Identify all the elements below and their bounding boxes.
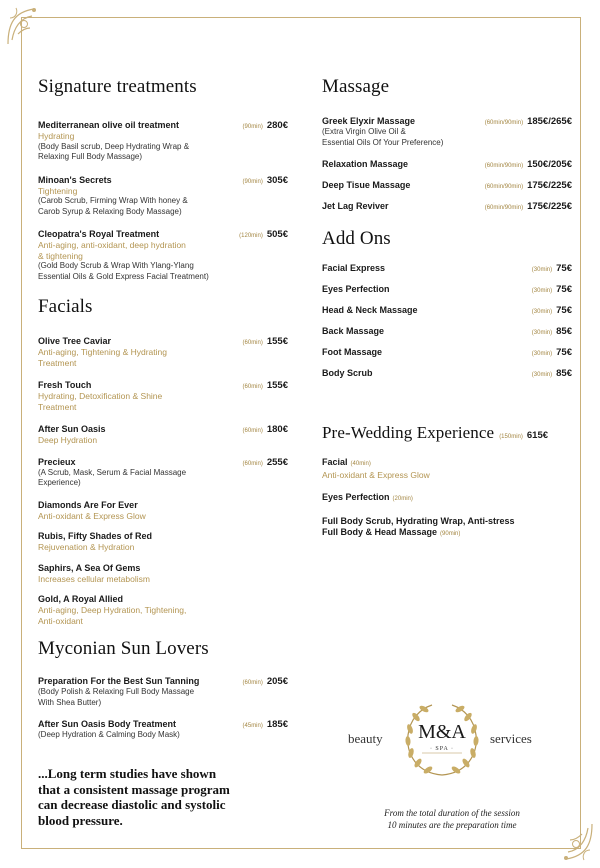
logo-left-word: beauty [348,731,383,746]
addon-price: 75€ [556,305,572,316]
logo-monogram: M&A [418,721,466,743]
wedding-price: 615€ [526,430,549,441]
massage-price: 150€/205€ [527,159,572,170]
addon-price: 85€ [556,326,572,337]
corner-ornament-icon [4,4,48,48]
facial-subtitle: Anti-aging, Tightening & Hydrating [38,347,167,357]
treatment-price: 305€ [266,174,288,186]
facial-item [38,531,288,553]
massage-item [322,159,572,170]
treatment-duration: (90min) [242,178,263,185]
wedding-item [322,516,572,540]
wedding-item-name: Facial [322,457,348,467]
addon-duration: (30min) [531,288,553,294]
sunlover-price: 185€ [266,719,288,730]
facial-price: 155€ [266,336,288,347]
quote-line: that a consistent massage program [38,781,230,797]
section-title-signature: Signature treatments [38,76,197,97]
massage-name: Deep Tisue Massage [322,180,411,190]
facial-item [38,500,288,522]
section-title-myconian: Myconian Sun Lovers [38,638,209,659]
addon-duration: (30min) [531,330,553,336]
wedding-item-duration: (90min) [440,530,461,537]
sunlover-desc: With Shea Butter) [38,697,102,707]
sunlover-desc: (Body Polish & Relaxing Full Body Massage [38,687,195,696]
logo-right-word: services [490,731,532,746]
facial-item [38,424,288,446]
addon-name: Foot Massage [322,347,383,357]
section-title-massage: Massage [322,76,390,97]
facial-duration: (60min) [242,340,263,346]
facial-price: 155€ [266,380,288,391]
facial-price: 255€ [266,456,288,468]
treatment-price: 505€ [266,229,288,240]
sunlover-price: 205€ [266,676,288,687]
facial-duration: (60min) [242,384,263,390]
treatment-duration: (90min) [242,124,263,130]
addon-item [322,263,572,274]
facial-subtitle: Treatment [38,357,77,368]
quote-line: ...Long term studies have shown [38,766,217,781]
massage-duration: (60min/90min) [484,184,524,190]
facial-desc: Experience) [38,478,81,487]
treatment-subtitle: Anti-aging, anti-oxidant, deep hydration [38,240,186,250]
addon-name: Head & Neck Massage [322,305,418,315]
addon-item [322,368,572,379]
facial-subtitle: Treatment [38,401,77,412]
wedding-item-name: Full Body Scrub, Hydrating Wrap, Anti-stress [322,515,515,526]
sunlover-name: After Sun Oasis Body Treatment [38,719,177,729]
treatment-desc: (Body Basil scrub, Deep Hydrating Wrap & [38,141,190,151]
left-column [38,76,288,741]
note-line: 10 minutes are the preparation time [387,819,517,830]
wedding-item [322,492,572,505]
note-line: From the total duration of the session [384,808,520,818]
massage-price: 175€/225€ [527,180,572,191]
facial-name: Rubis, Fifty Shades of Red [38,531,153,541]
sunlover-duration: (45min) [242,723,263,729]
addon-name: Eyes Perfection [322,284,390,294]
facial-name: Saphirs, A Sea Of Gems [38,562,141,573]
addon-duration: (30min) [531,267,553,273]
addon-price: 75€ [556,263,572,274]
addon-price: 75€ [556,347,572,358]
facial-item [38,594,288,626]
section-title-facials: Facials [38,296,93,317]
spa-logo [344,695,554,785]
facial-subtitle: Anti-oxidant & Express Glow [38,510,146,521]
section-title-addons: Add Ons [322,228,391,249]
treatment-desc: (Carob Scrub, Firming Wrap With honey & [38,196,188,205]
addon-price: 85€ [556,368,572,379]
addon-duration: (30min) [531,372,553,378]
sunlover-duration: (60min) [242,680,263,686]
preparation-note [352,808,552,831]
facial-item [38,380,288,412]
facial-subtitle: Anti-oxidant [38,615,83,626]
treatment-item [38,120,288,163]
massage-name: Greek Elyxir Massage [322,116,416,126]
massage-desc: (Extra Virgin Olive Oil & [322,127,406,136]
right-column [322,76,572,540]
treatment-name: Cleopatra's Royal Treatment [38,229,160,239]
massage-item [322,116,572,148]
corner-ornament-icon [552,820,596,864]
addon-duration: (30min) [531,351,553,357]
sunlover-name: Preparation For the Best Sun Tanning [38,676,200,686]
facial-name: Fresh Touch [38,380,92,390]
treatment-subtitle: Hydrating [38,131,75,141]
facial-item [38,336,288,368]
treatment-desc: Essential Oils & Gold Express Facial Treatment) [38,271,209,281]
facial-desc: (A Scrub, Mask, Serum & Facial Massage [38,467,187,477]
massage-duration: (60min/90min) [484,205,524,211]
wedding-item-name: Full Body & Head Massage [322,526,438,537]
quote-line: blood pressure. [38,812,123,828]
massage-desc: Essential Oils Of Your Preference) [322,137,444,147]
addon-name: Facial Express [322,263,386,273]
addon-item [322,347,572,358]
addon-item [322,326,572,337]
facial-price: 180€ [266,424,288,435]
addon-item [322,305,572,316]
logo-spa-label: · SPA · [429,746,455,752]
treatment-subtitle: Tightening [38,185,78,196]
facial-subtitle: Increases cellular metabolism [38,573,150,584]
wedding-item-duration: (40min) [350,461,371,467]
massage-duration: (60min/90min) [484,120,524,126]
sunlover-item [38,719,288,741]
facial-name: Precieux [38,456,76,467]
facial-subtitle: Deep Hydration [38,435,98,445]
treatment-price: 280€ [266,120,288,131]
treatment-name: Minoan's Secrets [38,174,112,185]
addon-price: 75€ [556,284,572,295]
massage-quote [38,766,278,828]
wedding-item-subtitle: Anti-oxidant & Express Glow [322,470,430,480]
treatment-subtitle: & tightening [38,250,83,261]
facial-duration: (60min) [242,460,263,467]
facial-subtitle: Anti-aging, Deep Hydration, Tightening, [38,605,187,615]
treatment-item [38,229,288,282]
wedding-duration: (150min) [499,434,523,440]
facial-name: Diamonds Are For Ever [38,499,138,510]
treatment-desc: Carob Syrup & Relaxing Body Massage) [38,206,182,216]
addon-item [322,284,572,295]
massage-name: Relaxation Massage [322,159,409,169]
massage-name: Jet Lag Reviver [322,201,389,211]
wedding-header [322,423,572,443]
facial-subtitle: Hydrating, Detoxification & Shine [38,391,163,401]
facial-name: Gold, A Royal Allied [38,594,124,604]
facial-duration: (60min) [242,428,263,434]
facial-item [38,563,288,585]
treatment-desc: Relaxing Full Body Massage) [38,152,143,161]
facial-name: Olive Tree Caviar [38,336,112,346]
facial-subtitle: Rejuvenation & Hydration [38,542,135,552]
wedding-item-duration: (20min) [392,495,413,502]
treatment-duration: (120min) [239,233,263,239]
section-title-wedding: Pre-Wedding Experience [322,423,495,442]
massage-item [322,201,572,212]
addon-name: Body Scrub [322,368,373,378]
wedding-item-name: Eyes Perfection [322,491,390,502]
treatment-item [38,175,288,218]
addon-name: Back Massage [322,326,385,336]
massage-duration: (60min/90min) [484,163,524,169]
quote-line: can decrease diastolic and systolic [38,797,226,812]
sunlover-item [38,676,288,708]
facial-name: After Sun Oasis [38,424,106,434]
wedding-item [322,457,572,481]
sunlover-desc: (Deep Hydration & Calming Body Mask) [38,730,180,739]
massage-item [322,180,572,191]
addon-duration: (30min) [531,309,553,315]
massage-price: 175€/225€ [527,201,572,212]
treatment-desc: (Gold Body Scrub & Wrap With Ylang-Ylang [38,261,194,270]
massage-price: 185€/265€ [527,116,572,127]
facial-item [38,457,288,489]
treatment-name: Mediterranean olive oil treatment [38,120,180,130]
